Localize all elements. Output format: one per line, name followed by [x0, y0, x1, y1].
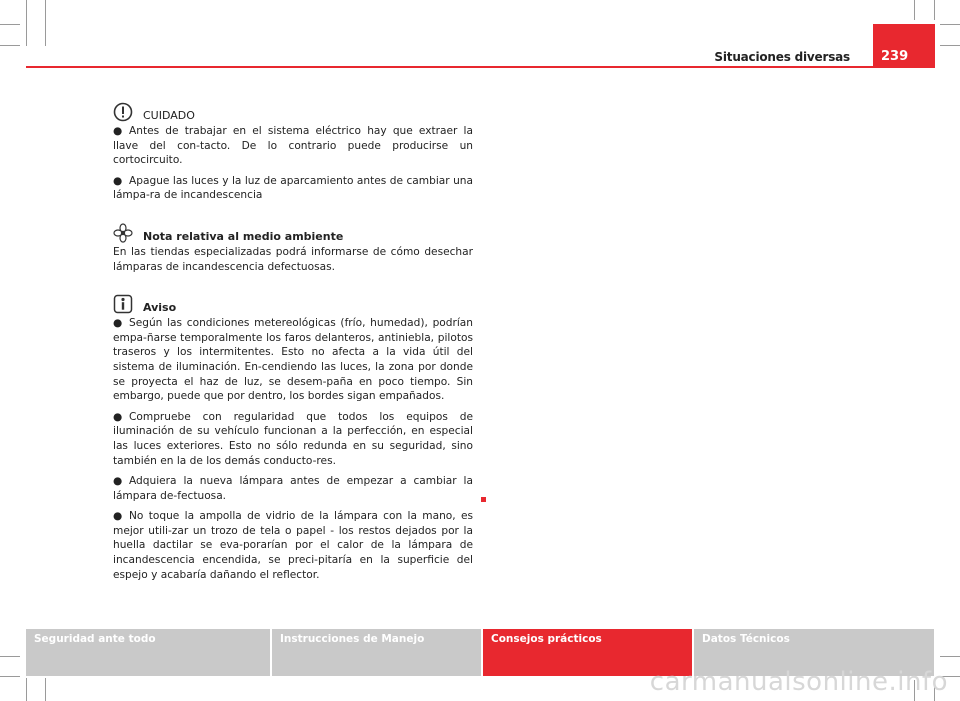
crop-mark: [934, 0, 935, 20]
crop-mark: [26, 678, 27, 701]
bullet-text: Compruebe con regularidad que todos los equipos de iluminación de su vehículo funcionan a la perfección, en especial las luces exteriores. Esto no sólo redunda en su seguridad, sino también en la de los demás conducto-res.: [113, 410, 473, 467]
content-column: [113, 100, 473, 600]
tab-consejos[interactable]: Consejos prácticos: [483, 629, 692, 676]
list-item: [113, 474, 473, 503]
section-title: CUIDADO: [143, 109, 195, 122]
bullet-text: Antes de trabajar en el sistema eléctrico hay que extraer la llave del con-tacto. De lo contrario puede producirse un cortocircuito.: [113, 125, 473, 167]
paragraph: En las tiendas especializadas podrá informarse de cómo desechar lámparas de incandescencia defectuosas.: [113, 245, 473, 273]
list-item: [113, 410, 473, 468]
tab-instrucciones[interactable]: Instrucciones de Manejo: [272, 629, 481, 676]
header-rule: [26, 66, 934, 68]
crop-mark: [0, 676, 20, 677]
list-item: [113, 174, 473, 203]
info-note-icon: [113, 294, 133, 314]
flower-environment-icon: [113, 223, 133, 243]
section-heading: [113, 100, 473, 122]
crop-mark: [940, 656, 960, 657]
tab-seguridad[interactable]: Seguridad ante todo: [26, 629, 270, 676]
section-title: Nota relativa al medio ambiente: [143, 229, 344, 243]
list-item: [113, 124, 473, 168]
bullet-dot: ●: [113, 125, 123, 137]
bullet-dot: ●: [113, 475, 123, 488]
page-number: 239: [881, 49, 909, 64]
warning-exclamation-icon: [113, 102, 133, 122]
crop-mark: [26, 0, 27, 46]
section-heading: [113, 292, 473, 314]
bullet-text: No toque la ampolla de vidrio de la lámpara con la mano, es mejor utili-zar un trozo de tela o papel - los restos dejados por la huella dactilar se eva-porarían por el calor de la lámpara de incandescencia encendida, se preci-pitaría en la superficie del espejo y acabaría dañando el reflector.: [113, 510, 473, 581]
bullet-text: Adquiera la nueva lámpara antes de empezar a cambiar la lámpara de-fectuosa.: [113, 475, 473, 502]
bullet-text: Según las condiciones metereológicas (frío, humedad), podrían empa-ñarse temporalmente los faros delanteros, antiniebla, pilotos traseros y los intermitentes. Esto no afecta a la vida útil del sistema de iluminación. En-cendiendo las luces, la zona por donde se proyecta el haz de luz, se desem-paña en poco tiempo. Sin embargo, puede que por dentro, los bordes sigan empañados.: [113, 317, 473, 403]
list-item: [113, 316, 473, 404]
bullet-dot: ●: [113, 510, 123, 523]
list-item: [113, 509, 473, 582]
bullet-dot: ●: [113, 410, 123, 423]
caution-section: [113, 100, 473, 203]
section-heading: [113, 221, 473, 243]
crop-mark: [0, 24, 20, 25]
bullet-dot: ●: [113, 317, 123, 330]
bullet-dot: ●: [113, 174, 123, 187]
crop-mark: [914, 0, 915, 20]
end-of-section-marker: [481, 497, 486, 502]
crop-mark: [940, 24, 960, 25]
bullet-text: Apague las luces y la luz de aparcamiento antes de cambiar una lámpa-ra de incandescencia: [113, 174, 473, 202]
crop-mark: [45, 678, 46, 701]
running-header: Situaciones diversas: [714, 50, 850, 64]
crop-mark: [0, 656, 20, 657]
watermark: carmanualsonline.info: [649, 667, 948, 697]
environment-section: [113, 221, 473, 274]
page-number-box: [873, 24, 935, 68]
crop-mark: [0, 45, 20, 46]
crop-mark: [45, 0, 46, 46]
crop-mark: [940, 45, 960, 46]
note-section: [113, 292, 473, 582]
section-title: Aviso: [143, 301, 177, 315]
tab-datos-tecnicos[interactable]: Datos Técnicos: [694, 629, 934, 676]
